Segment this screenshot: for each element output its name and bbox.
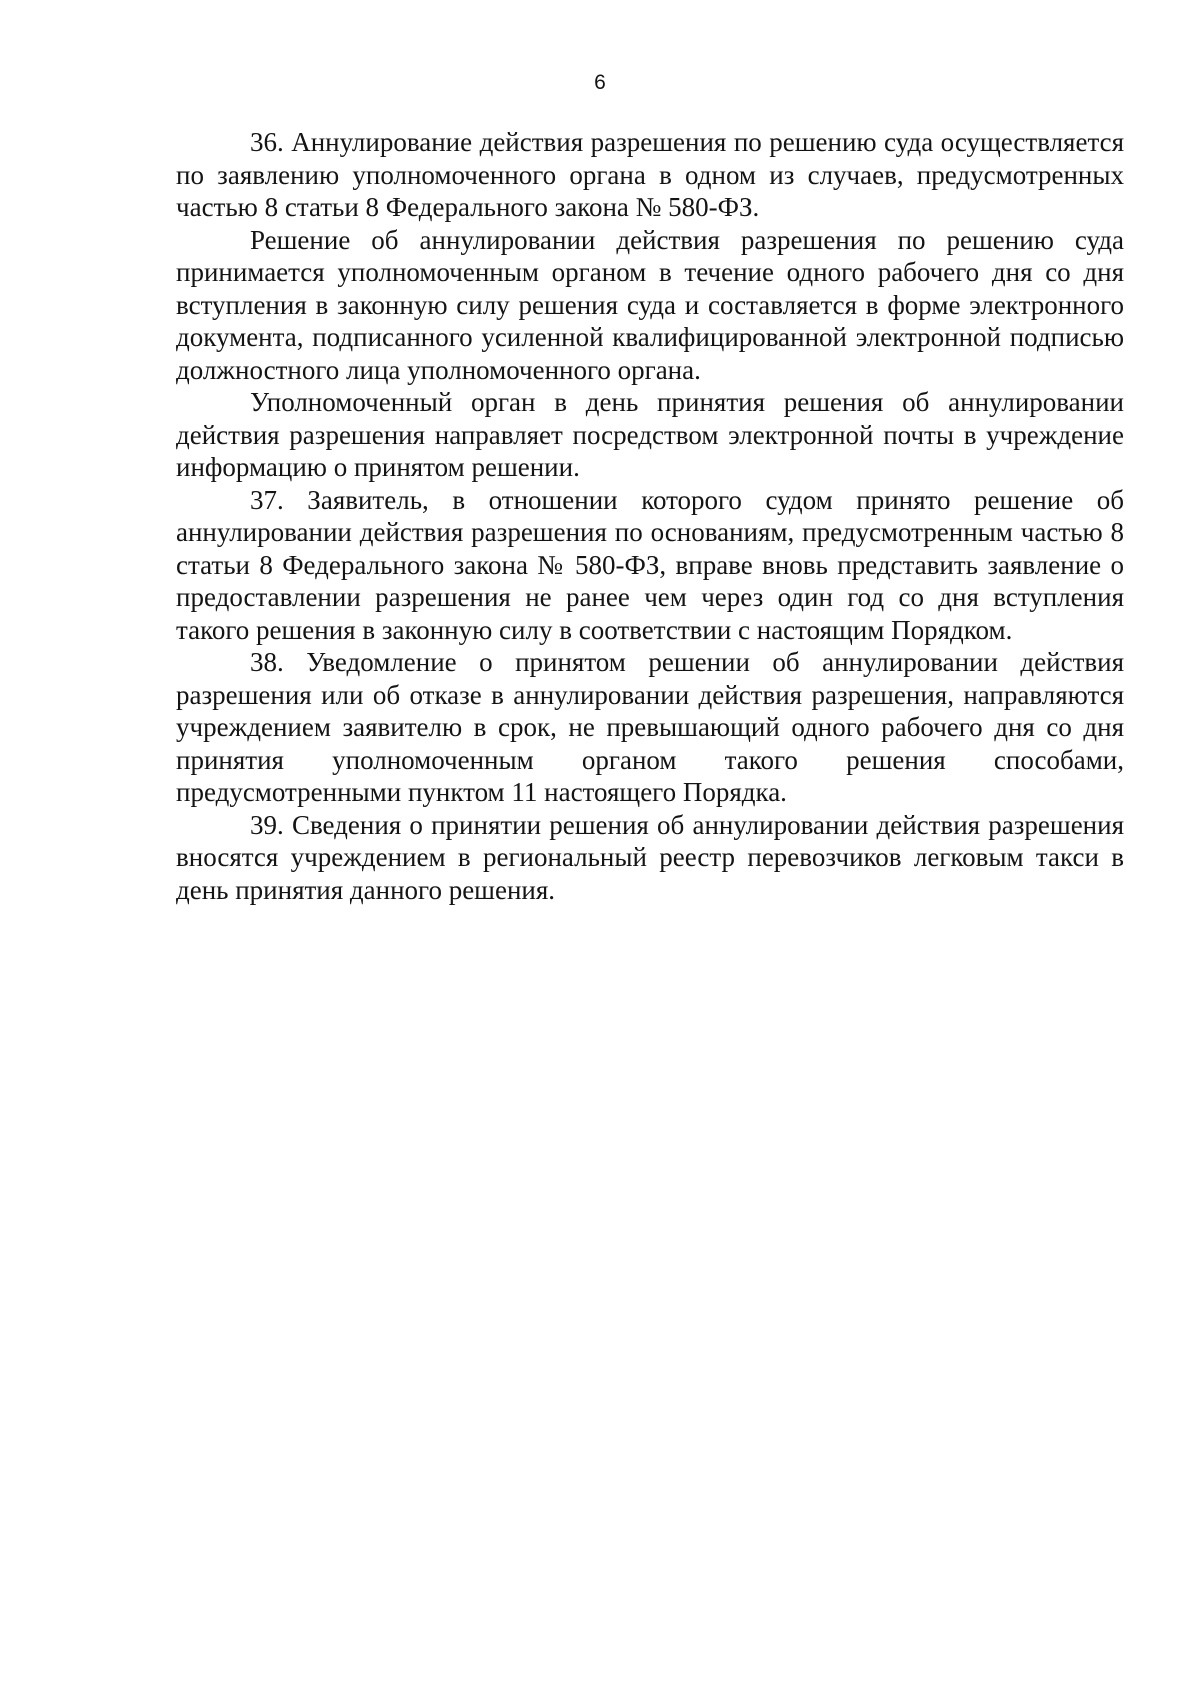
paragraph-37: 37. Заявитель, в отношении которого судом принято решение об аннулировании действия разрешения по основаниям, предусмотренным частью 8 статьи 8 Федерального закона № 580-ФЗ, вправе вновь представить заявление о предоставлении разрешения не ранее чем через один год со дня вступления такого решения в законную силу в соответствии с настоящим Порядком. [176, 484, 1124, 645]
page-number: 6 [594, 71, 606, 94]
paragraph-38: 38. Уведомление о принятом решении об аннулировании действия разрешения или об отказе в аннулировании действия разрешения, направляются учреждением заявителю в срок, не превышающий одного рабочего дня со дня принятия уполномоченным органом такого решения способами, предусмотренными пунктом 11 настоящего Порядка. [176, 647, 1124, 807]
paragraph-court-decision: Решение об аннулировании действия разрешения по решению суда принимается уполномоченным органом в течение одного рабочего дня со дня вступления в законную силу решения суда и составляется в форме электронного документа, подписанного усиленной квалифицированной электронной подписью должностного лица уполномоченного органа. [176, 224, 1124, 385]
paragraph-36: 36. Аннулирование действия разрешения по решению суда осуществляется по заявлению уполномоченного органа в одном из случаев, предусмотренных частью 8 статьи 8 Федерального закона № 580-ФЗ. [176, 127, 1124, 222]
document-body [176, 126, 1124, 906]
paragraph-authority-notice: Уполномоченный орган в день принятия решения об аннулировании действия разрешения направляет посредством электронной почты в учреждение информацию о принятом решении. [176, 387, 1124, 482]
paragraph-39: 39. Сведения о принятии решения об аннулировании действия разрешения вносятся учреждением в региональный реестр перевозчиков легковым такси в день принятия данного решения. [176, 809, 1124, 905]
